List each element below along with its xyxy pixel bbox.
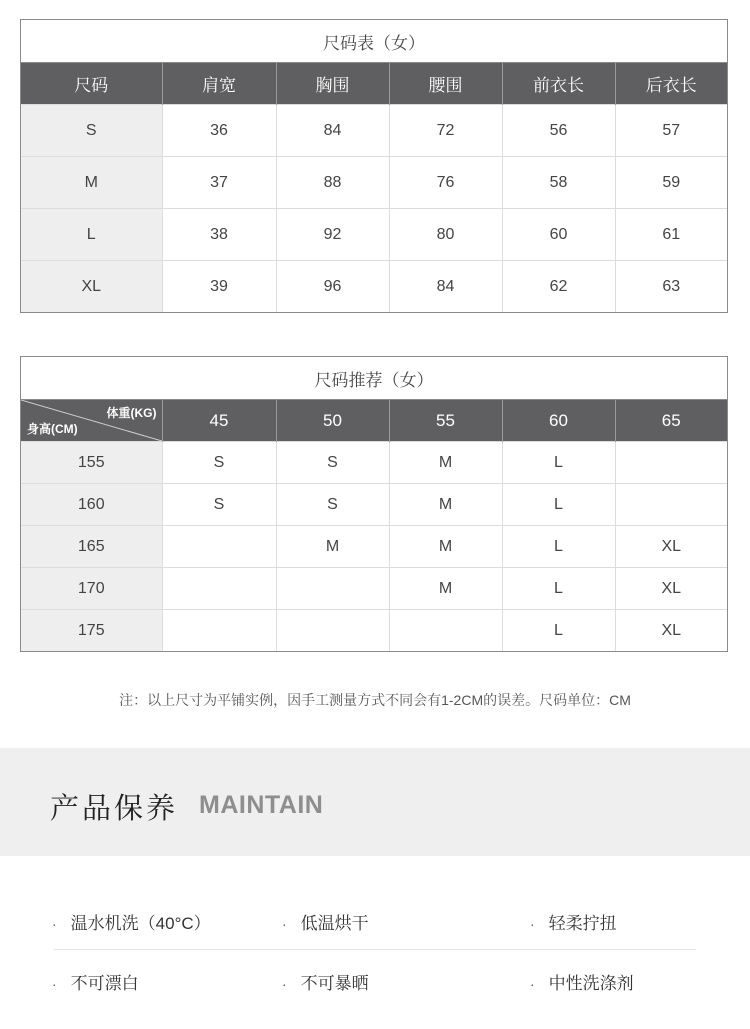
table-cell — [276, 568, 389, 610]
table-cell: L — [502, 442, 615, 484]
table-row — [21, 261, 727, 313]
table-cell: 76 — [389, 157, 502, 209]
bullet-icon: · — [52, 916, 57, 932]
maintain-title-zh: 产品保养 — [50, 793, 179, 825]
bullet-icon: · — [52, 976, 57, 992]
care-item: · 不可暴晒 — [282, 974, 369, 993]
corner-header-cell — [21, 400, 162, 442]
table-cell: 96 — [276, 261, 389, 313]
table-cell: XL — [615, 568, 727, 610]
table-cell: 58 — [502, 157, 615, 209]
table-cell: 39 — [162, 261, 276, 313]
bullet-icon: · — [530, 916, 535, 932]
table-cell: L — [502, 568, 615, 610]
table-cell — [389, 610, 502, 652]
table-row — [21, 484, 727, 526]
table-cell: 84 — [276, 105, 389, 157]
height-cell: 155 — [21, 442, 162, 484]
table-cell: 56 — [502, 105, 615, 157]
table-cell: 60 — [502, 209, 615, 261]
header-cell: 尺码 — [21, 63, 162, 105]
table-cell: M — [389, 568, 502, 610]
table-cell — [162, 568, 276, 610]
size-label-cell: S — [21, 105, 162, 157]
table-cell: S — [276, 484, 389, 526]
weight-header-cell: 55 — [389, 400, 502, 442]
table-cell: 72 — [389, 105, 502, 157]
table-cell: 84 — [389, 261, 502, 313]
table-row — [21, 157, 727, 209]
maintain-banner — [0, 748, 750, 856]
header-cell: 肩宽 — [162, 63, 276, 105]
table-cell: 57 — [615, 105, 727, 157]
height-cell: 165 — [21, 526, 162, 568]
weight-axis-label: 体重(KG) — [106, 406, 157, 420]
table-cell: 88 — [276, 157, 389, 209]
height-axis-label: 身高(CM) — [27, 422, 78, 436]
table-cell: M — [389, 442, 502, 484]
table-cell: XL — [615, 610, 727, 652]
care-item: · 不可漂白 — [52, 974, 139, 993]
table-row — [21, 105, 727, 157]
table-cell: S — [162, 442, 276, 484]
table-cell: L — [502, 484, 615, 526]
table-cell — [615, 442, 727, 484]
table-row — [21, 209, 727, 261]
table-cell: 38 — [162, 209, 276, 261]
table-cell: M — [389, 526, 502, 568]
care-item: · 低温烘干 — [282, 914, 369, 933]
table-cell: 61 — [615, 209, 727, 261]
height-cell: 160 — [21, 484, 162, 526]
bullet-icon: · — [282, 976, 287, 992]
table-cell: L — [502, 526, 615, 568]
weight-header-cell: 50 — [276, 400, 389, 442]
table-cell: S — [276, 442, 389, 484]
table-row — [21, 610, 727, 652]
table-row — [21, 442, 727, 484]
size-label-cell: L — [21, 209, 162, 261]
size-chart-header-row — [21, 63, 727, 105]
size-chart-title: 尺码表（女） — [21, 20, 727, 63]
table-cell: M — [389, 484, 502, 526]
care-item: · 温水机洗（40°C） — [52, 914, 211, 933]
size-recommend-title: 尺码推荐（女） — [21, 357, 727, 400]
table-cell: 62 — [502, 261, 615, 313]
size-label-cell: M — [21, 157, 162, 209]
table-cell: 36 — [162, 105, 276, 157]
table-cell: 63 — [615, 261, 727, 313]
maintain-title-en: MAINTAIN — [199, 791, 324, 819]
table-cell: L — [502, 610, 615, 652]
table-cell: 59 — [615, 157, 727, 209]
size-label-cell: XL — [21, 261, 162, 313]
measurement-note: 注：以上尺寸为平铺实例，因手工测量方式不同会有1-2CM的误差。尺码单位：CM — [119, 692, 631, 708]
table-cell: 80 — [389, 209, 502, 261]
size-chart-table — [20, 19, 728, 313]
header-cell: 前衣长 — [502, 63, 615, 105]
table-cell: S — [162, 484, 276, 526]
care-item: · 轻柔拧扭 — [530, 914, 617, 933]
weight-header-cell: 65 — [615, 400, 727, 442]
header-cell: 后衣长 — [615, 63, 727, 105]
weight-header-cell: 60 — [502, 400, 615, 442]
table-cell: XL — [615, 526, 727, 568]
recommend-header-row — [21, 400, 727, 442]
table-row — [21, 568, 727, 610]
table-cell: 92 — [276, 209, 389, 261]
weight-header-cell: 45 — [162, 400, 276, 442]
table-cell: 37 — [162, 157, 276, 209]
bullet-icon: · — [530, 976, 535, 992]
table-cell — [162, 526, 276, 568]
header-cell: 腰围 — [389, 63, 502, 105]
table-cell — [162, 610, 276, 652]
table-cell — [276, 610, 389, 652]
height-cell: 175 — [21, 610, 162, 652]
height-cell: 170 — [21, 568, 162, 610]
size-recommend-table — [20, 356, 728, 652]
divider — [54, 949, 696, 950]
bullet-icon: · — [282, 916, 287, 932]
table-cell — [615, 484, 727, 526]
header-cell: 胸围 — [276, 63, 389, 105]
care-item: · 中性洗涤剂 — [530, 974, 634, 993]
table-cell: M — [276, 526, 389, 568]
table-row — [21, 526, 727, 568]
